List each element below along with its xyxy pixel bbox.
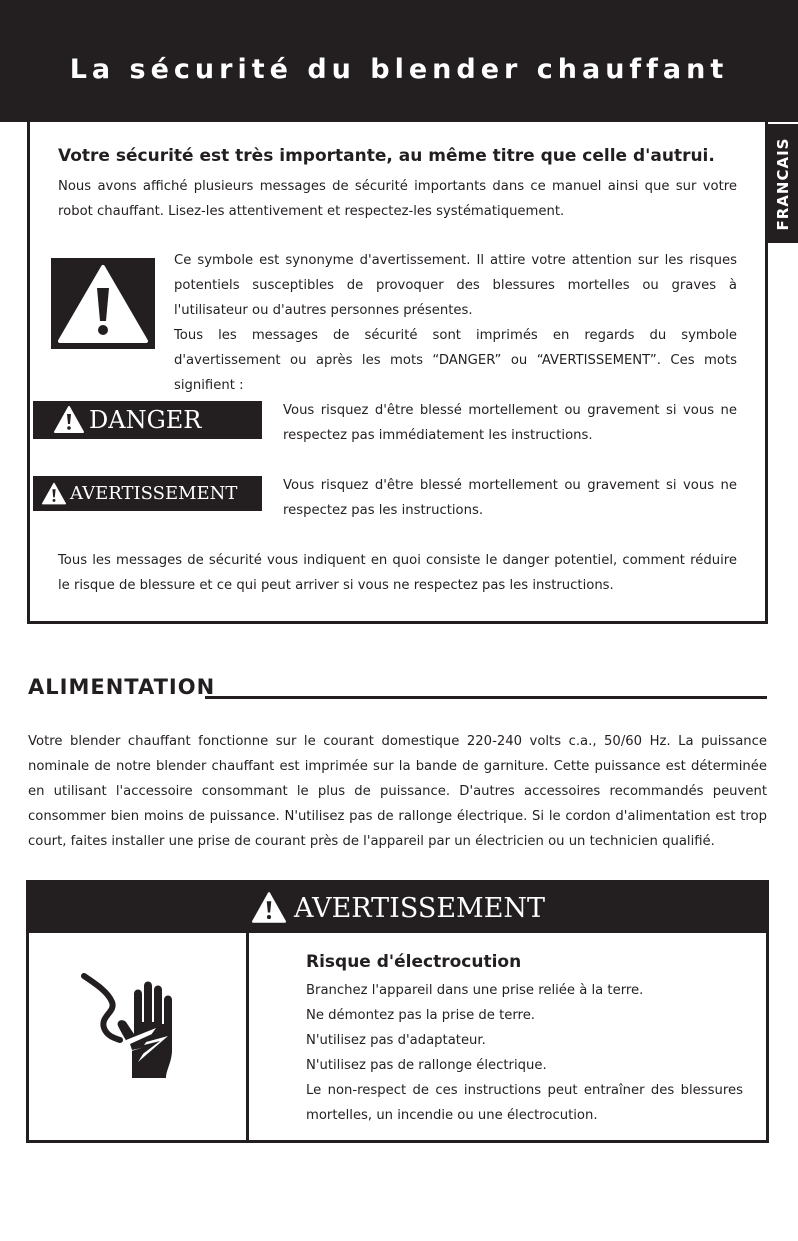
warning-triangle-icon [53, 405, 85, 435]
page-title: La sécurité du blender chauffant [69, 54, 729, 85]
risk-line-2: Ne démontez pas la prise de terre. [306, 1008, 535, 1023]
safety-closing-paragraph: Tous les messages de sécurité vous indiquent en quoi consiste le danger potentiel, comment réduire le risque de blessure et ce qui peut arriver si vous ne respectez pas les instructions. [58, 553, 737, 593]
warning-label: AVERTISSEMENT [70, 483, 238, 504]
risk-line-1: Branchez l'appareil dans une prise reliée à la terre. [306, 983, 644, 998]
electric-shock-icon [78, 970, 182, 1084]
power-paragraph: Votre blender chauffant fonctionne sur le courant domestique 220-240 volts c.a., 50/60 Hz. La puissance nominale de notre blender chauffant est imprimée sur la bande de garniture. Cette puissance est déterminée en utilisant l'accessoire consommant le plus de puissance. D'autres accessoires recommandés peuvent consommer bien moins de puissance. N'utilisez pas de rallonge électrique. Si le cordon d'alimentation est trop court, faites installer une prise de courant près de l'appareil par un électricien ou un technicien qualifié. [28, 734, 767, 849]
symbol-description: Ce symbole est synonyme d'avertissement. Il attire votre attention sur les risques potentiels susceptibles de provoquer des blessures mortelles ou graves à l'utilisateur ou d'autres personnes présentes. [174, 253, 737, 318]
danger-label-bar [33, 401, 262, 439]
warning-box-header [29, 883, 766, 933]
danger-label: DANGER [89, 406, 202, 434]
safety-intro-paragraph: Nous avons affiché plusieurs messages de sécurité importants dans ce manuel ainsi que sur votre robot chauffant. Lisez-les attentivement et respectez-les systématiquement. [58, 179, 737, 219]
page-header [0, 0, 798, 122]
danger-description: Vous risquez d'être blessé mortellement ou gravement si vous ne respectez pas immédiatement les instructions. [283, 403, 737, 443]
warning-box-label: AVERTISSEMENT [293, 892, 546, 924]
warning-triangle-icon [51, 258, 155, 349]
language-tab-label: FRANCAIS [774, 137, 792, 230]
warning-label-bar [33, 476, 262, 511]
safety-alert-symbol [51, 258, 155, 349]
warning-description: Vous risquez d'être blessé mortellement ou gravement si vous ne respectez pas les instructions. [283, 478, 737, 518]
warning-box-divider [246, 933, 249, 1140]
risk-line-5: Le non-respect de ces instructions peut entraîner des blessures mortelles, un incendie ou une électrocution. [306, 1083, 743, 1123]
language-tab [768, 124, 798, 243]
risk-title: Risque d'électrocution [306, 952, 522, 972]
risk-line-3: N'utilisez pas d'adaptateur. [306, 1033, 486, 1048]
risk-line-4: N'utilisez pas de rallonge électrique. [306, 1058, 547, 1073]
warning-triangle-icon [41, 482, 67, 506]
section-title-alimentation: ALIMENTATION [28, 675, 216, 699]
signal-words-description: Tous les messages de sécurité sont imprimés en regards du symbole d'avertissement ou après les mots “DANGER” ou “AVERTISSEMENT”. Ces mots signifient : [174, 328, 737, 393]
warning-triangle-icon [250, 891, 288, 925]
section-divider [205, 696, 767, 699]
safety-intro-heading: Votre sécurité est très importante, au même titre que celle d'autrui. [58, 146, 715, 166]
